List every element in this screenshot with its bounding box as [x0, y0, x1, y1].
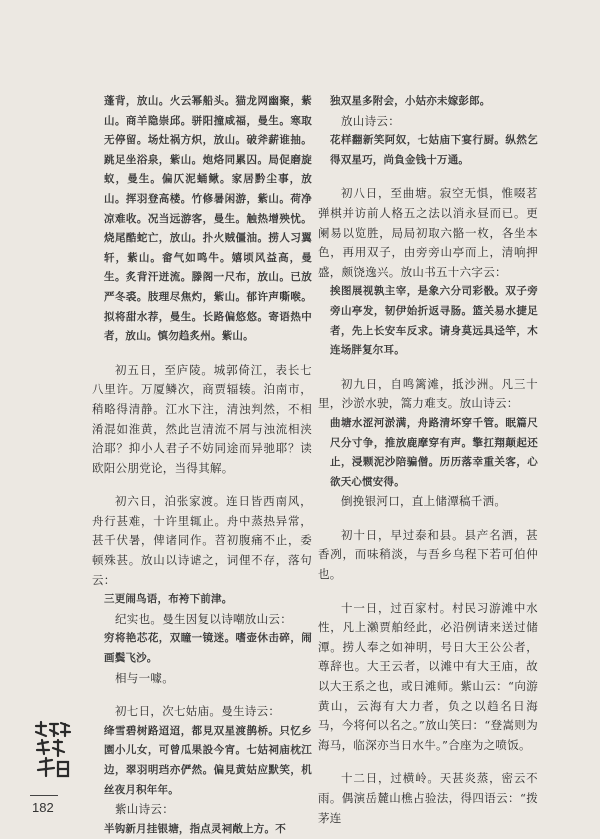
- prose-paragraph: 初九日，自鸣篱滩，抵沙洲。凡三十里，沙淤水驶，篙力难支。放山诗云：: [318, 376, 538, 411]
- prose-paragraph: 放山诗云：: [341, 113, 400, 128]
- prose-paragraph: 初六日，泊张家渡。连日皆西南风，舟行甚难，十许里辄止。舟中蒸热异常，甚千伏暑，俾诸同作。苕初腹痛不止，委顿殊甚。放山以诗谑之，词俚不存，落句云：: [92, 494, 312, 587]
- page-number: 182: [32, 800, 54, 815]
- verse-paragraph: 挨图展视孰主宰，是象六分司彩骰。双子旁旁山亭发，韧伊始折返寻肠。篮关易水捷足者，先上长安车反求。请身莫远具迳竿，木连场胖复尔耳。: [330, 285, 538, 357]
- verse-paragraph: 蓬背，放山。火云幂船头。猫龙网幽聚，紫山。商羊隐崇邱。骈阳撞咸福，曼生。寒取无停留。场灶祸方炽，放山。破斧薪谁抽。跳足坐浴泉，紫山。炮烙同累囚。局促磨旋蚁，曼生。偏仄泥蛹鳅。家居黔尘事，放山。挥羽登高楼。竹修暑闲游，紫山。荷净凉难收。况当远游客，曼生。触热增殃忧。烧尾酷蛇亡，放山。扑火贼僵油。捞人习翼轩，紫山。畲气如鸣牛。嬉顷风益高，曼生。炙背汗迸流。滕阁一尺布，放山。已放严冬裘。肢理尽焦灼，紫山。郁许声嘶喉。拟将甜水荐，曼生。长路偏悠悠。寄语热中者，放山。慎勿趋炙州。紫山。: [104, 95, 312, 343]
- verse-paragraph: 三更闹鸟语，布袴下前津。: [104, 593, 233, 606]
- right-text-column: [318, 92, 538, 828]
- paragraph-gap: [92, 688, 312, 702]
- paragraph-gap: [318, 755, 538, 769]
- prose-paragraph: 纪实也。曼生因复以诗嘲放山云：: [115, 611, 292, 626]
- prose-paragraph: 初十日，早过泰和县。县产名酒，甚香冽，而味稍淡，与吾乡乌程下若可伯仲也。: [318, 527, 538, 582]
- paragraph-gap: [318, 170, 538, 184]
- prose-paragraph: 初五日，至庐陵。城郭倚江，表长七八里许。万厦鳞次，商贾辐辏。泊南市，稍略得清静。江水下注，清浊判然，不相淆混如淮黄，然此岂清流不屑与浊流相浃洽耶？抑小人君子不妨同途而异驰耶？读欧阳公朋党论，当得其解。: [92, 362, 312, 475]
- prose-paragraph: 倒挽银河口，直上储潭稿千洒。: [341, 494, 507, 509]
- calligraphy-mark-icon: [32, 720, 72, 782]
- paragraph-gap: [92, 347, 312, 361]
- calligraphy-seal: [32, 720, 72, 782]
- prose-paragraph: 十一日，过百家村。村民习游滩中水性，凡上濑贾舶经此，必沿例请来送过储潭。捞人奉之如神明，号日大王公公者，尊辞也。大王云者，以滩中有大王庙，故以大王系之也，或日滩师。紫山云：“向游黄山，云海有大力者，负之以趋名日海马，今将何以名之。”放山笑曰：“登嵩则为海马，临深亦当日水牛。”合座为之喷饭。: [318, 600, 538, 752]
- verse-paragraph: 半钩新月挂银塘，指点灵祠敞上方。不: [104, 822, 286, 835]
- page-number-rule: [30, 795, 58, 796]
- paragraph-gap: [92, 478, 312, 492]
- paragraph-gap: [318, 361, 538, 375]
- verse-paragraph: 花样翻新笑阿奴，七姑庙下宴行厨。纵然乞得双星巧，尚負金钱十万通。: [330, 134, 538, 166]
- verse-paragraph: 穷将艳芯花，双瞳一镜迷。嗜壶休击碎，闹画鬓飞沙。: [104, 632, 312, 665]
- paragraph-gap: [318, 585, 538, 599]
- verse-paragraph: 曲塘水涩河淤满，舟路清坏穿千管。眠篇尺尺分寸争，推放鹿摩穿有声。擎扛翔颠起还止，浸颗泥沙陪骗僧。历历落幸重关客，心欲天心惯安得。: [330, 416, 538, 488]
- paragraph-gap: [318, 512, 538, 526]
- prose-paragraph: 紫山诗云：: [115, 802, 174, 817]
- prose-paragraph: 初八日，至曲塘。寂空无惧，惟啜茗弹棋并访前人格五之法以消永昼而已。更阑易以览胜，局局初取六骼一枚，各坐本色，再用双子，由旁旁山亭而上，清响押盛，颇饶逸兴。放山书五十六字云：: [318, 186, 538, 279]
- verse-paragraph: 独双星多附会，小姑亦未嫁彭郎。: [330, 95, 491, 107]
- prose-paragraph: 十二日，过横岭。天甚炎蒸，密云不雨。偶演岳麓山樵占验法，得四语云：“拨茅连: [318, 771, 538, 825]
- left-text-column: [92, 92, 312, 839]
- prose-paragraph: 初七日，次七姑庙。曼生诗云：: [115, 704, 281, 719]
- verse-paragraph: 绛雪碧树路迢迢，都見双星渡鹊桥。只忆乡園小儿女，可曾瓜果設今宵。七姑祠庙枕江边，翠羽明珰亦俨然。偏見黄姑应默笑，机丝夜月积年年。: [104, 724, 312, 796]
- prose-paragraph: 相与一噱。: [115, 670, 174, 685]
